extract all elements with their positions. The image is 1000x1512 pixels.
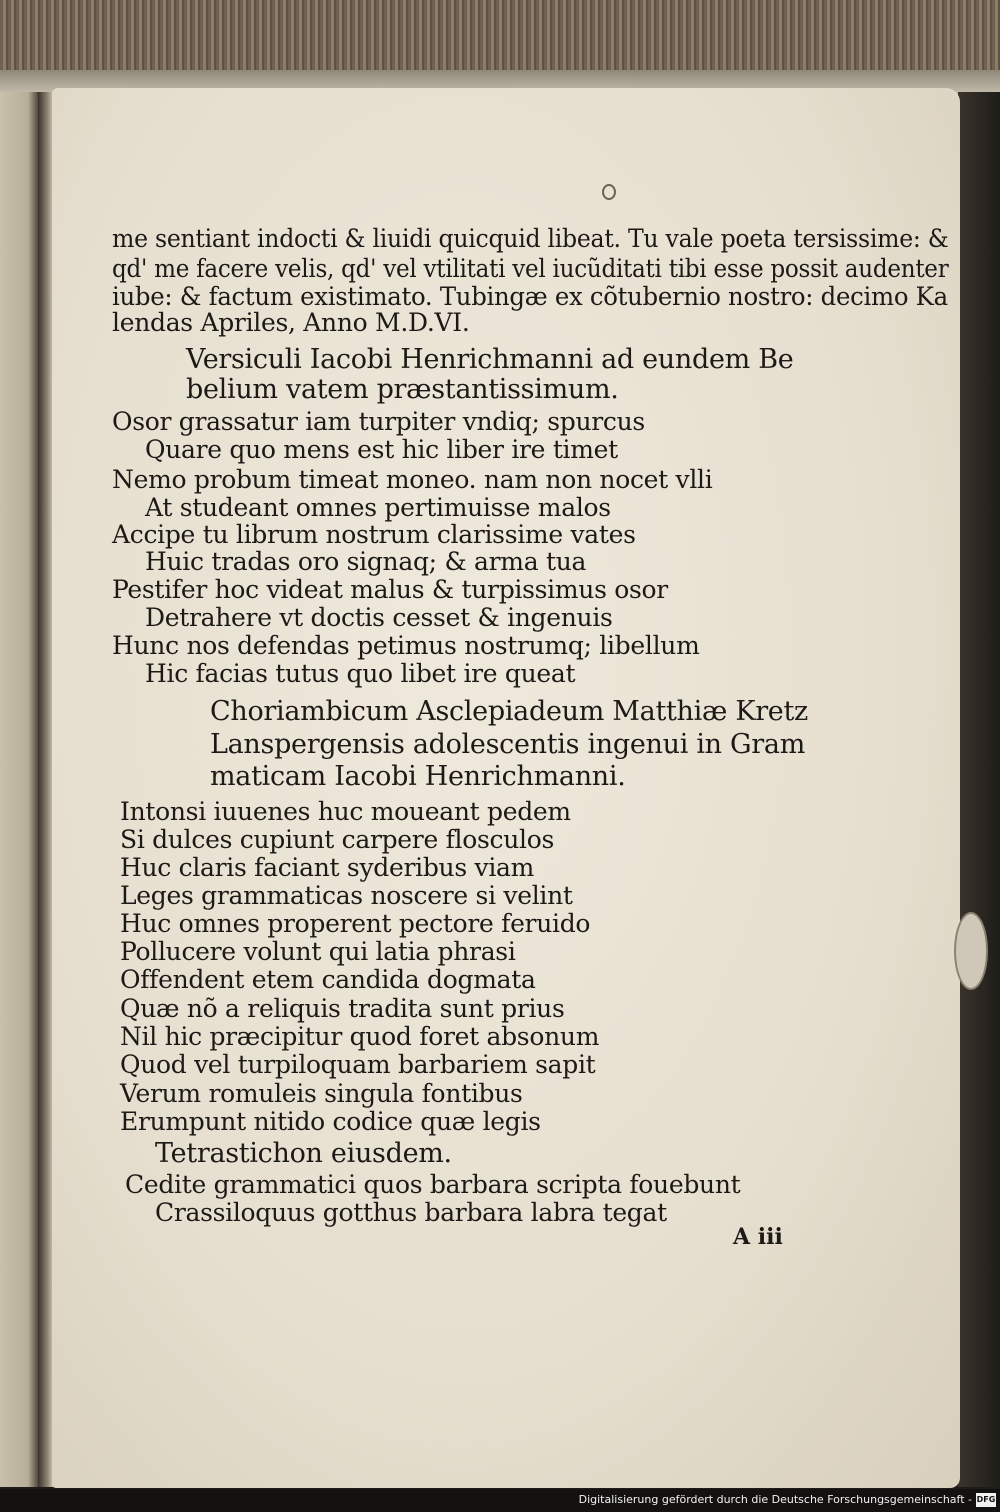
- dfg-logo: DFG: [976, 1493, 996, 1507]
- verse-line: At studeant omnes pertimuisse malos: [145, 493, 611, 522]
- text-line: qd' me facere velis, qd' vel vtilitati vel iucũditati tibi esse possit audenter: [112, 254, 949, 283]
- facing-page-edge: [0, 92, 40, 1487]
- verse-line: Pestifer hoc videat malus & turpissimus osor: [112, 575, 668, 604]
- verse-line: Nil hic præcipitur quod foret absonum: [120, 1022, 600, 1051]
- pin-mark: [602, 184, 616, 200]
- section-heading: maticam Iacobi Henrichmanni.: [210, 761, 626, 792]
- verse-line: Hunc nos defendas petimus nostrumq; libellum: [112, 631, 700, 660]
- verse-line: Crassiloquus gotthus barbara labra tegat: [155, 1198, 667, 1227]
- verse-line: Leges grammaticas noscere si velint: [120, 881, 573, 910]
- section-heading: Tetrastichon eiusdem.: [155, 1138, 452, 1169]
- footer-bar: [0, 1489, 1000, 1512]
- verse-line: Offendent etem candida dogmata: [120, 965, 536, 994]
- footer-credit: Digitalisierung gefördert durch die Deutsche Forschungsgemeinschaft -: [578, 1493, 972, 1506]
- verse-line: Cedite grammatici quos barbara scripta fouebunt: [125, 1170, 741, 1199]
- text-line: me sentiant indocti & liuidi quicquid libeat. Tu vale poeta tersissime: &: [112, 224, 949, 253]
- verse-line: Nemo probum timeat moneo. nam non nocet vlli: [112, 465, 713, 494]
- verse-line: Osor grassatur iam turpiter vndiq; spurcus: [112, 407, 645, 436]
- verse-line: Accipe tu librum nostrum clarissime vates: [112, 520, 636, 549]
- section-heading: Choriambicum Asclepiadeum Matthiæ Kretz: [210, 696, 808, 727]
- verse-line: Huic tradas oro signaq; & arma tua: [145, 547, 587, 576]
- page-tab: [954, 912, 988, 990]
- verse-line: Hic facias tutus quo libet ire queat: [145, 659, 576, 688]
- verse-line: Detrahere vt doctis cesset & ingenuis: [145, 603, 613, 632]
- section-heading: Versiculi Iacobi Henrichmanni ad eundem Be: [186, 344, 794, 375]
- verse-line: Pollucere volunt qui latia phrasi: [120, 937, 516, 966]
- text-line: lendas Apriles, Anno M.D.VI.: [112, 308, 470, 337]
- verse-line: Quare quo mens est hic liber ire timet: [145, 435, 618, 464]
- book-top-edge: [0, 0, 1000, 96]
- verse-line: Si dulces cupiunt carpere flosculos: [120, 825, 554, 854]
- verse-line: Verum romuleis singula fontibus: [120, 1079, 523, 1108]
- verse-line: Huc omnes properent pectore feruido: [120, 909, 591, 938]
- section-heading: Lanspergensis adolescentis ingenui in Gram: [210, 729, 806, 760]
- verse-line: Quod vel turpiloquam barbariem sapit: [120, 1050, 596, 1079]
- section-heading: belium vatem præstantissimum.: [186, 374, 619, 405]
- verse-line: Huc claris faciant syderibus viam: [120, 853, 535, 882]
- text-line: iube: & factum existimato. Tubingæ ex cõtubernio nostro: decimo Ka: [112, 282, 948, 311]
- signature-mark: A iii: [733, 1224, 783, 1250]
- verse-line: Quæ nõ a reliquis tradita sunt prius: [120, 994, 565, 1023]
- verse-line: Intonsi iuuenes huc moueant pedem: [120, 797, 571, 826]
- verse-line: Erumpunt nitido codice quæ legis: [120, 1107, 541, 1136]
- page-edge-shadow: [958, 92, 1000, 1487]
